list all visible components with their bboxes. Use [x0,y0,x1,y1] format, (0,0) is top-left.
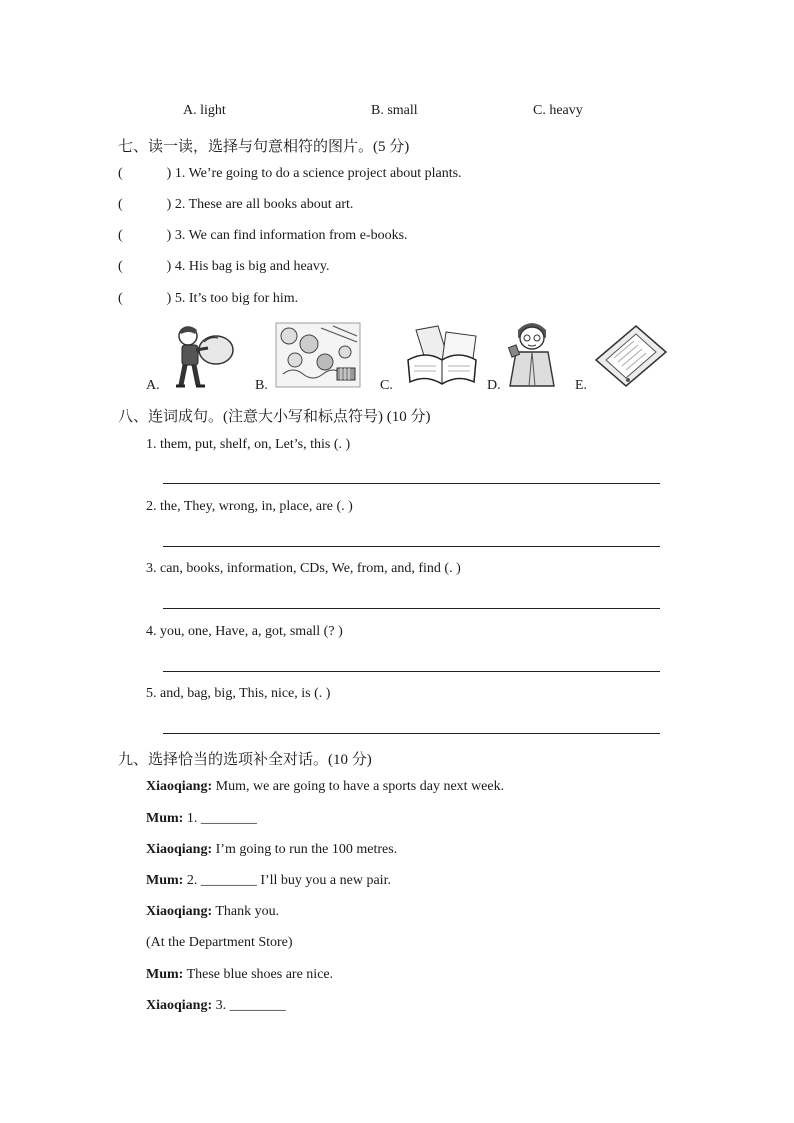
answer-paren-close: ) [166,291,172,306]
picture-label-c: C. [380,378,393,393]
section7-item-3 [118,228,408,244]
option-a: A. light [183,103,226,118]
speech: Thank you. [212,904,280,919]
speech: 3. ________ [212,998,286,1013]
answer-paren-close: ) [166,259,172,274]
speaker: Mum: [146,811,184,826]
answer-paren-open: ( [118,228,123,243]
option-b: B. small [371,103,418,118]
dialogue-line-4 [146,873,391,889]
dialogue-line-2 [146,811,257,827]
speaker: Mum: [146,967,184,982]
section7-heading: 七、读一读，选择与句意相符的图片。(5 分) [118,139,410,155]
section8-item-1: 1. them, put, shelf, on, Let’s, this (. ) [146,437,351,452]
answer-paren-open: ( [118,259,123,274]
speech: These blue shoes are nice. [183,967,334,982]
picture-label-b: B. [255,378,268,393]
speaker: Xiaoqiang: [146,842,213,857]
answer-line-1[interactable] [163,483,660,484]
option-c: C. heavy [533,103,583,118]
speaker: Xiaoqiang: [146,904,213,919]
e-reader-tablet-icon [592,324,668,388]
section7-item-4 [118,259,329,275]
dialogue-line-1 [146,779,504,795]
boy-in-big-coat-icon [506,318,558,388]
speech: Mum, we are going to have a sports day next week. [212,779,505,794]
section8-item-5: 5. and, bag, big, This, nice, is (. ) [146,686,331,701]
dialogue-line-8 [146,998,286,1014]
answer-line-2[interactable] [163,546,660,547]
section8-item-2: 2. the, They, wrong, in, place, are (. ) [146,499,353,514]
dialogue-line-3 [146,842,397,858]
garden-plants-icon [275,322,361,388]
open-books-icon [402,324,486,388]
speech: 1. ________ [183,811,257,826]
item-text: 4. His bag is big and heavy. [174,259,330,274]
dialogue-line-5 [146,904,279,920]
speaker: Xiaoqiang: [146,998,213,1013]
answer-line-3[interactable] [163,608,660,609]
answer-line-5[interactable] [163,733,660,734]
answer-paren-open: ( [118,166,123,181]
speech: 2. ________ I’ll buy you a new pair. [183,873,391,888]
boy-carrying-sack-icon [170,322,236,390]
answer-line-4[interactable] [163,671,660,672]
picture-label-a: A. [146,378,160,393]
section8-heading: 八、连词成句。(注意大小写和标点符号) (10 分) [118,409,431,425]
dialogue-line-6 [146,935,293,951]
section8-item-4: 4. you, one, Have, a, got, small (? ) [146,624,343,639]
picture-label-d: D. [487,378,501,393]
section7-item-1 [118,166,462,182]
section7-item-2 [118,197,353,213]
speech: I’m going to run the 100 metres. [212,842,398,857]
answer-paren-close: ) [166,197,172,212]
speaker: Mum: [146,873,184,888]
section9-heading: 九、选择恰当的选项补全对话。(10 分) [118,752,372,768]
answer-paren-close: ) [166,228,172,243]
picture-label-e: E. [575,378,588,393]
dialogue-line-7 [146,967,333,983]
answer-paren-close: ) [166,166,172,181]
section8-item-3: 3. can, books, information, CDs, We, from, and, find (. ) [146,561,461,576]
item-text: 2. These are all books about art. [174,197,354,212]
speaker: Xiaoqiang: [146,779,213,794]
answer-paren-open: ( [118,291,123,306]
item-text: 1. We’re going to do a science project about plants. [174,166,462,181]
speech: (At the Department Store) [146,935,293,950]
section7-item-5 [118,291,298,307]
item-text: 3. We can find information from e-books. [174,228,408,243]
answer-paren-open: ( [118,197,123,212]
item-text: 5. It’s too big for him. [174,291,299,306]
